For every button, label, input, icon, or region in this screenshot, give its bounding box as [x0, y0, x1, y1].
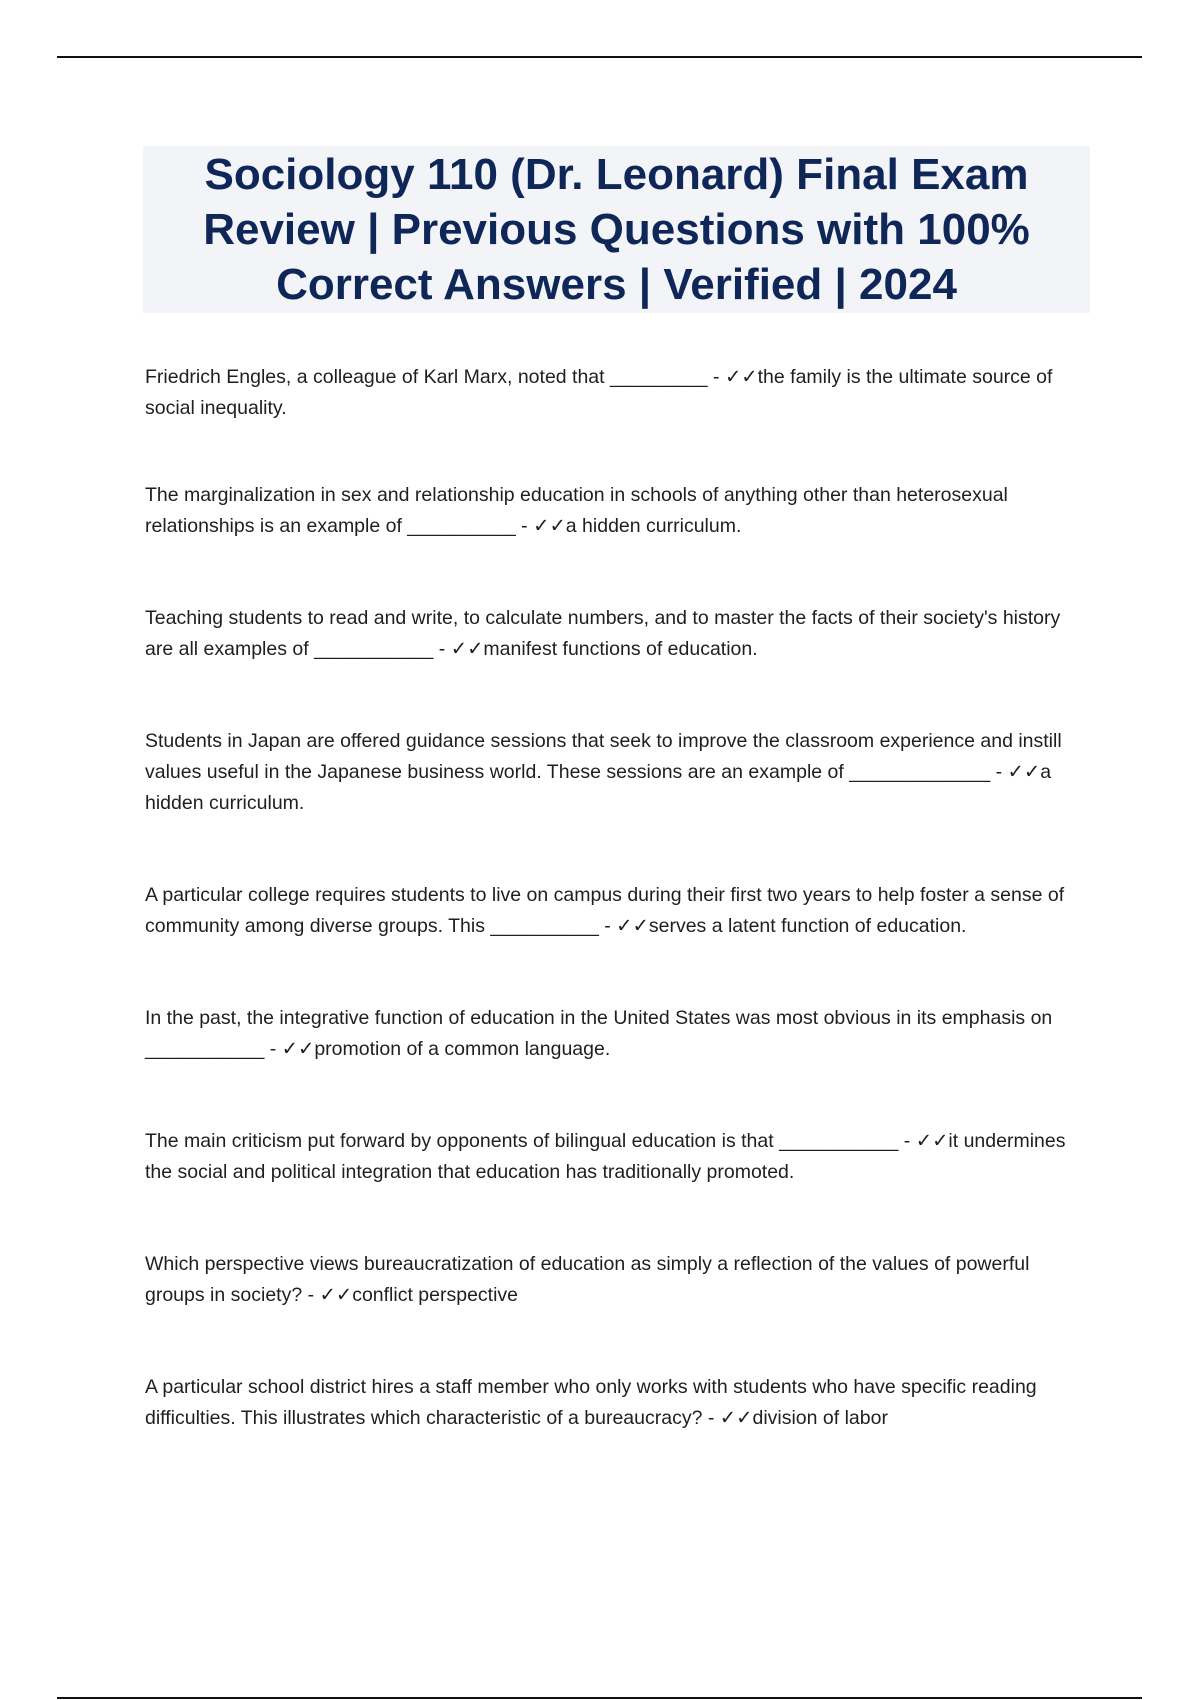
- top-rule: [57, 56, 1142, 58]
- answer-text: manifest functions of education.: [483, 638, 758, 660]
- answer-separator: -: [898, 1130, 916, 1152]
- answer-text: the family is the ultimate source of social inequality.: [145, 366, 1053, 419]
- checkmark-icon: ✓✓: [450, 638, 484, 660]
- bottom-rule: [57, 1697, 1142, 1699]
- answer-text: serves a latent function of education.: [648, 915, 967, 937]
- checkmark-icon: ✓✓: [724, 366, 758, 388]
- answer-separator: -: [433, 638, 451, 660]
- qa-item: [145, 880, 1090, 942]
- qa-item: [145, 726, 1090, 819]
- answer-text: division of labor: [752, 1407, 888, 1429]
- question-text: A particular college requires students to live on campus during their first two years to help foster a sense of community among diverse groups. This __________: [145, 884, 1065, 937]
- checkmark-icon: ✓✓: [319, 1284, 353, 1306]
- question-text: Teaching students to read and write, to calculate numbers, and to master the facts of their society's history are all examples of ___________: [145, 607, 1061, 660]
- checkmark-icon: ✓✓: [915, 1130, 949, 1152]
- answer-text: a hidden curriculum.: [565, 515, 742, 537]
- qa-item: [145, 603, 1090, 665]
- checkmark-icon: ✓✓: [719, 1407, 753, 1429]
- qa-item: [145, 1372, 1090, 1434]
- answer-separator: -: [707, 366, 725, 388]
- answer-separator: -: [702, 1407, 720, 1429]
- question-text: A particular school district hires a staff member who only works with students who have specific reading difficulties. This illustrates which characteristic of a bureaucracy?: [145, 1376, 1037, 1429]
- qa-item: [145, 1126, 1090, 1188]
- question-text: Friedrich Engles, a colleague of Karl Marx, noted that _________: [145, 366, 708, 388]
- checkmark-icon: ✓✓: [281, 1038, 315, 1060]
- answer-text: conflict perspective: [352, 1284, 519, 1306]
- answer-text: it undermines the social and political integration that education has traditionally promoted.: [145, 1130, 1066, 1183]
- answer-text: a hidden curriculum.: [145, 761, 1052, 814]
- answer-separator: -: [515, 515, 534, 537]
- question-text: The main criticism put forward by opponents of bilingual education is that ___________: [145, 1130, 899, 1152]
- question-text: The marginalization in sex and relationship education in schools of anything other than heterosexual relationships is an example of __________: [145, 484, 1008, 537]
- answer-separator: -: [598, 915, 617, 937]
- question-text: Which perspective views bureaucratization of education as simply a reflection of the values of powerful groups in society?: [145, 1253, 1030, 1306]
- answer-separator: -: [990, 761, 1008, 783]
- title-banner: [143, 146, 1090, 313]
- checkmark-icon: ✓✓: [533, 515, 566, 537]
- qa-item: [145, 1249, 1090, 1311]
- document-title: Sociology 110 (Dr. Leonard) Final Exam Review | Previous Questions with 100% Correct Answers | Verified | 2024: [203, 150, 1030, 309]
- answer-text: promotion of a common language.: [314, 1038, 611, 1060]
- qa-item: [145, 1003, 1090, 1065]
- checkmark-icon: ✓✓: [1007, 761, 1041, 783]
- qa-item: [145, 362, 1090, 424]
- question-text: In the past, the integrative function of education in the United States was most obvious in its emphasis on ___________: [145, 1007, 1053, 1060]
- answer-separator: -: [302, 1284, 320, 1306]
- qa-item: [145, 480, 1090, 542]
- checkmark-icon: ✓✓: [616, 915, 649, 937]
- question-text: Students in Japan are offered guidance sessions that seek to improve the classroom experience and instill values useful in the Japanese business world. These sessions are an example of _____________: [145, 730, 1062, 783]
- answer-separator: -: [264, 1038, 282, 1060]
